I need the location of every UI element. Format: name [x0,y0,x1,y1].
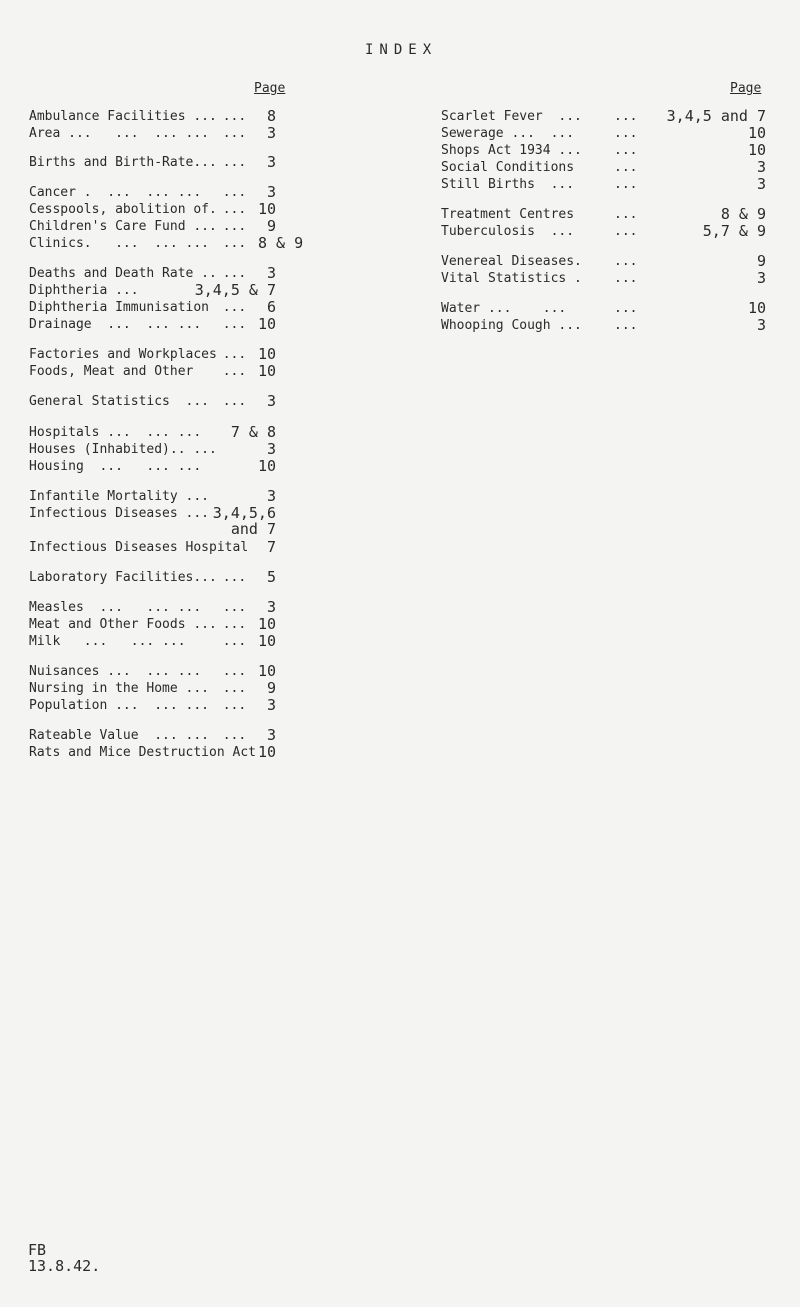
index-entry-leader: ... [222,266,254,281]
page-column-heading-right: Page [730,81,762,96]
index-entry-leader: ... [614,160,638,175]
index-entry-label: Treatment Centres [441,207,575,222]
index-entry-page: and 7 [230,520,276,538]
index-entry-label: Diphtheria Immunisation [29,300,210,315]
index-entry-page: 3 [266,153,276,171]
footer-date: 13.8.42. [28,1257,101,1275]
index-entry-label: Deaths and Death Rate .. [29,266,217,281]
index-entry-page: 3 [756,158,766,176]
index-entry-label: Shops Act 1934 ... [441,143,582,158]
index-entry-label: Milk ... ... ... [29,634,186,649]
index-entry-label: Infantile Mortality ... [29,489,210,504]
index-entry-label: Vital Statistics . [441,271,582,286]
index-entry-leader: ... [222,300,254,315]
index-entry-leader: ... [222,126,254,141]
index-entry-label: Houses (Inhabited).. ... [29,442,217,457]
index-entry-page: 7 [266,538,276,556]
index-entry-leader: ... [222,600,254,615]
index-entry-label: Children's Care Fund ... [29,219,217,234]
index-entry-label: Whooping Cough ... [441,318,582,333]
index-entry-page: 10 [257,362,276,380]
index-entry-page: 3 [756,316,766,334]
index-entry-page: 3 [266,487,276,505]
index-entry-page: 3 [266,726,276,744]
index-entry-label: Diphtheria ... [29,283,139,298]
index-entry-page: 9 [266,679,276,697]
index-entry-label: Scarlet Fever ... [441,109,582,124]
page-column-heading-left: Page [254,81,286,96]
index-entry-page: 3 [266,183,276,201]
index-entry-label: General Statistics ... [29,394,210,409]
index-entry-page: 10 [257,632,276,650]
index-entry-page: 5 [266,568,276,586]
index-entry-label: Population ... ... ... [29,698,210,713]
index-entry-leader: ... [614,301,638,316]
index-entry-label: Area ... ... ... ... [29,126,210,141]
index-entry-label: Venereal Diseases. [441,254,582,269]
index-entry-page: 10 [257,345,276,363]
index-entry-label: Hospitals ... ... ... [29,425,202,440]
index-entry-leader: ... [222,570,254,585]
index-entry-leader: ... [222,109,254,124]
index-entry-page: 10 [747,124,766,142]
index-entry-page: 5,7 & 9 [702,222,766,240]
index-entry-page: 10 [257,662,276,680]
index-entry-leader: ... [222,617,254,632]
index-entry-page: 3,4,5 & 7 [194,281,276,299]
index-entry-page: 8 & 9 [720,205,766,223]
index-entry-leader: ... [614,207,638,222]
index-entry-label: Drainage ... ... ... [29,317,202,332]
index-entry-label: Infectious Diseases Hospital [29,540,249,555]
index-entry-page: 3 [266,440,276,458]
index-entry-leader: ... [222,364,254,379]
index-entry-leader: ... [614,254,638,269]
index-entry-label: Social Conditions [441,160,575,175]
index-entry-leader: ... [614,109,638,124]
index-entry-page: 9 [756,252,766,270]
index-entry-leader: ... [222,347,254,362]
index-entry-page: 3 [266,598,276,616]
index-entry-label: Cesspools, abolition of. [29,202,217,217]
index-entry-page: 8 & 9 [258,234,304,252]
index-entry-page: 9 [266,217,276,235]
index-entry-page: 10 [257,200,276,218]
index-entry-label: Water ... ... [441,301,567,316]
index-entry-label: Rats and Mice Destruction Act [29,745,256,760]
index-entry-leader: ... [222,317,254,332]
index-entry-leader: ... [222,236,254,251]
index-entry-page: 10 [747,141,766,159]
page-title: INDEX [365,42,438,58]
index-entry-leader: ... [222,202,254,217]
index-entry-label: Births and Birth-Rate... [29,155,217,170]
index-entry-page: 6 [266,298,276,316]
index-entry-label: Sewerage ... ... [441,126,575,141]
index-entry-page: 10 [257,315,276,333]
index-entry-page: 3 [266,124,276,142]
index-entry-leader: ... [222,728,254,743]
index-entry-page: 3 [756,269,766,287]
index-entry-page: 3 [266,392,276,410]
index-entry-page: 10 [257,743,276,761]
index-entry-label: Ambulance Facilities ... [29,109,217,124]
index-entry-leader: ... [222,219,254,234]
index-entry-page: 10 [257,457,276,475]
index-entry-page: 3,4,5,6 [212,504,276,522]
index-entry-label: Infectious Diseases ... [29,506,210,521]
index-entry-leader: ... [614,318,638,333]
index-entry-leader: ... [222,698,254,713]
index-entry-page: 3 [756,175,766,193]
index-entry-page: 10 [747,299,766,317]
index-entry-label: Meat and Other Foods ... [29,617,217,632]
index-entry-leader: ... [222,664,254,679]
footer-initials: FB [28,1241,47,1259]
index-entry-page: 3 [266,696,276,714]
index-entry-label: Still Births ... [441,177,575,192]
index-entry-leader: ... [222,681,254,696]
index-entry-label: Rateable Value ... ... [29,728,210,743]
index-entry-label: Laboratory Facilities... [29,570,217,585]
index-entry-label: Housing ... ... ... [29,459,202,474]
index-entry-leader: ... [614,224,638,239]
index-entry-page: 3 [266,264,276,282]
index-entry-leader: ... [614,143,638,158]
index-entry-label: Cancer . ... ... ... [29,185,202,200]
index-entry-leader: ... [614,177,638,192]
index-entry-leader: ... [222,155,254,170]
index-entry-label: Factories and Workplaces [29,347,217,362]
index-entry-label: Foods, Meat and Other [29,364,194,379]
index-entry-leader: ... [222,394,254,409]
index-entry-label: Tuberculosis ... [441,224,575,239]
index-entry-leader: ... [222,185,254,200]
index-entry-page: 10 [257,615,276,633]
index-entry-label: Nuisances ... ... ... [29,664,202,679]
index-entry-label: Measles ... ... ... [29,600,202,615]
index-entry-page: 8 [266,107,276,125]
index-entry-leader: ... [614,126,638,141]
index-entry-page: 7 & 8 [230,423,276,441]
index-entry-label: Nursing in the Home ... [29,681,210,696]
index-entry-leader: ... [222,634,254,649]
index-entry-leader: ... [614,271,638,286]
index-entry-page: 3,4,5 and 7 [666,107,766,125]
index-entry-label: Clinics. ... ... ... [29,236,210,251]
